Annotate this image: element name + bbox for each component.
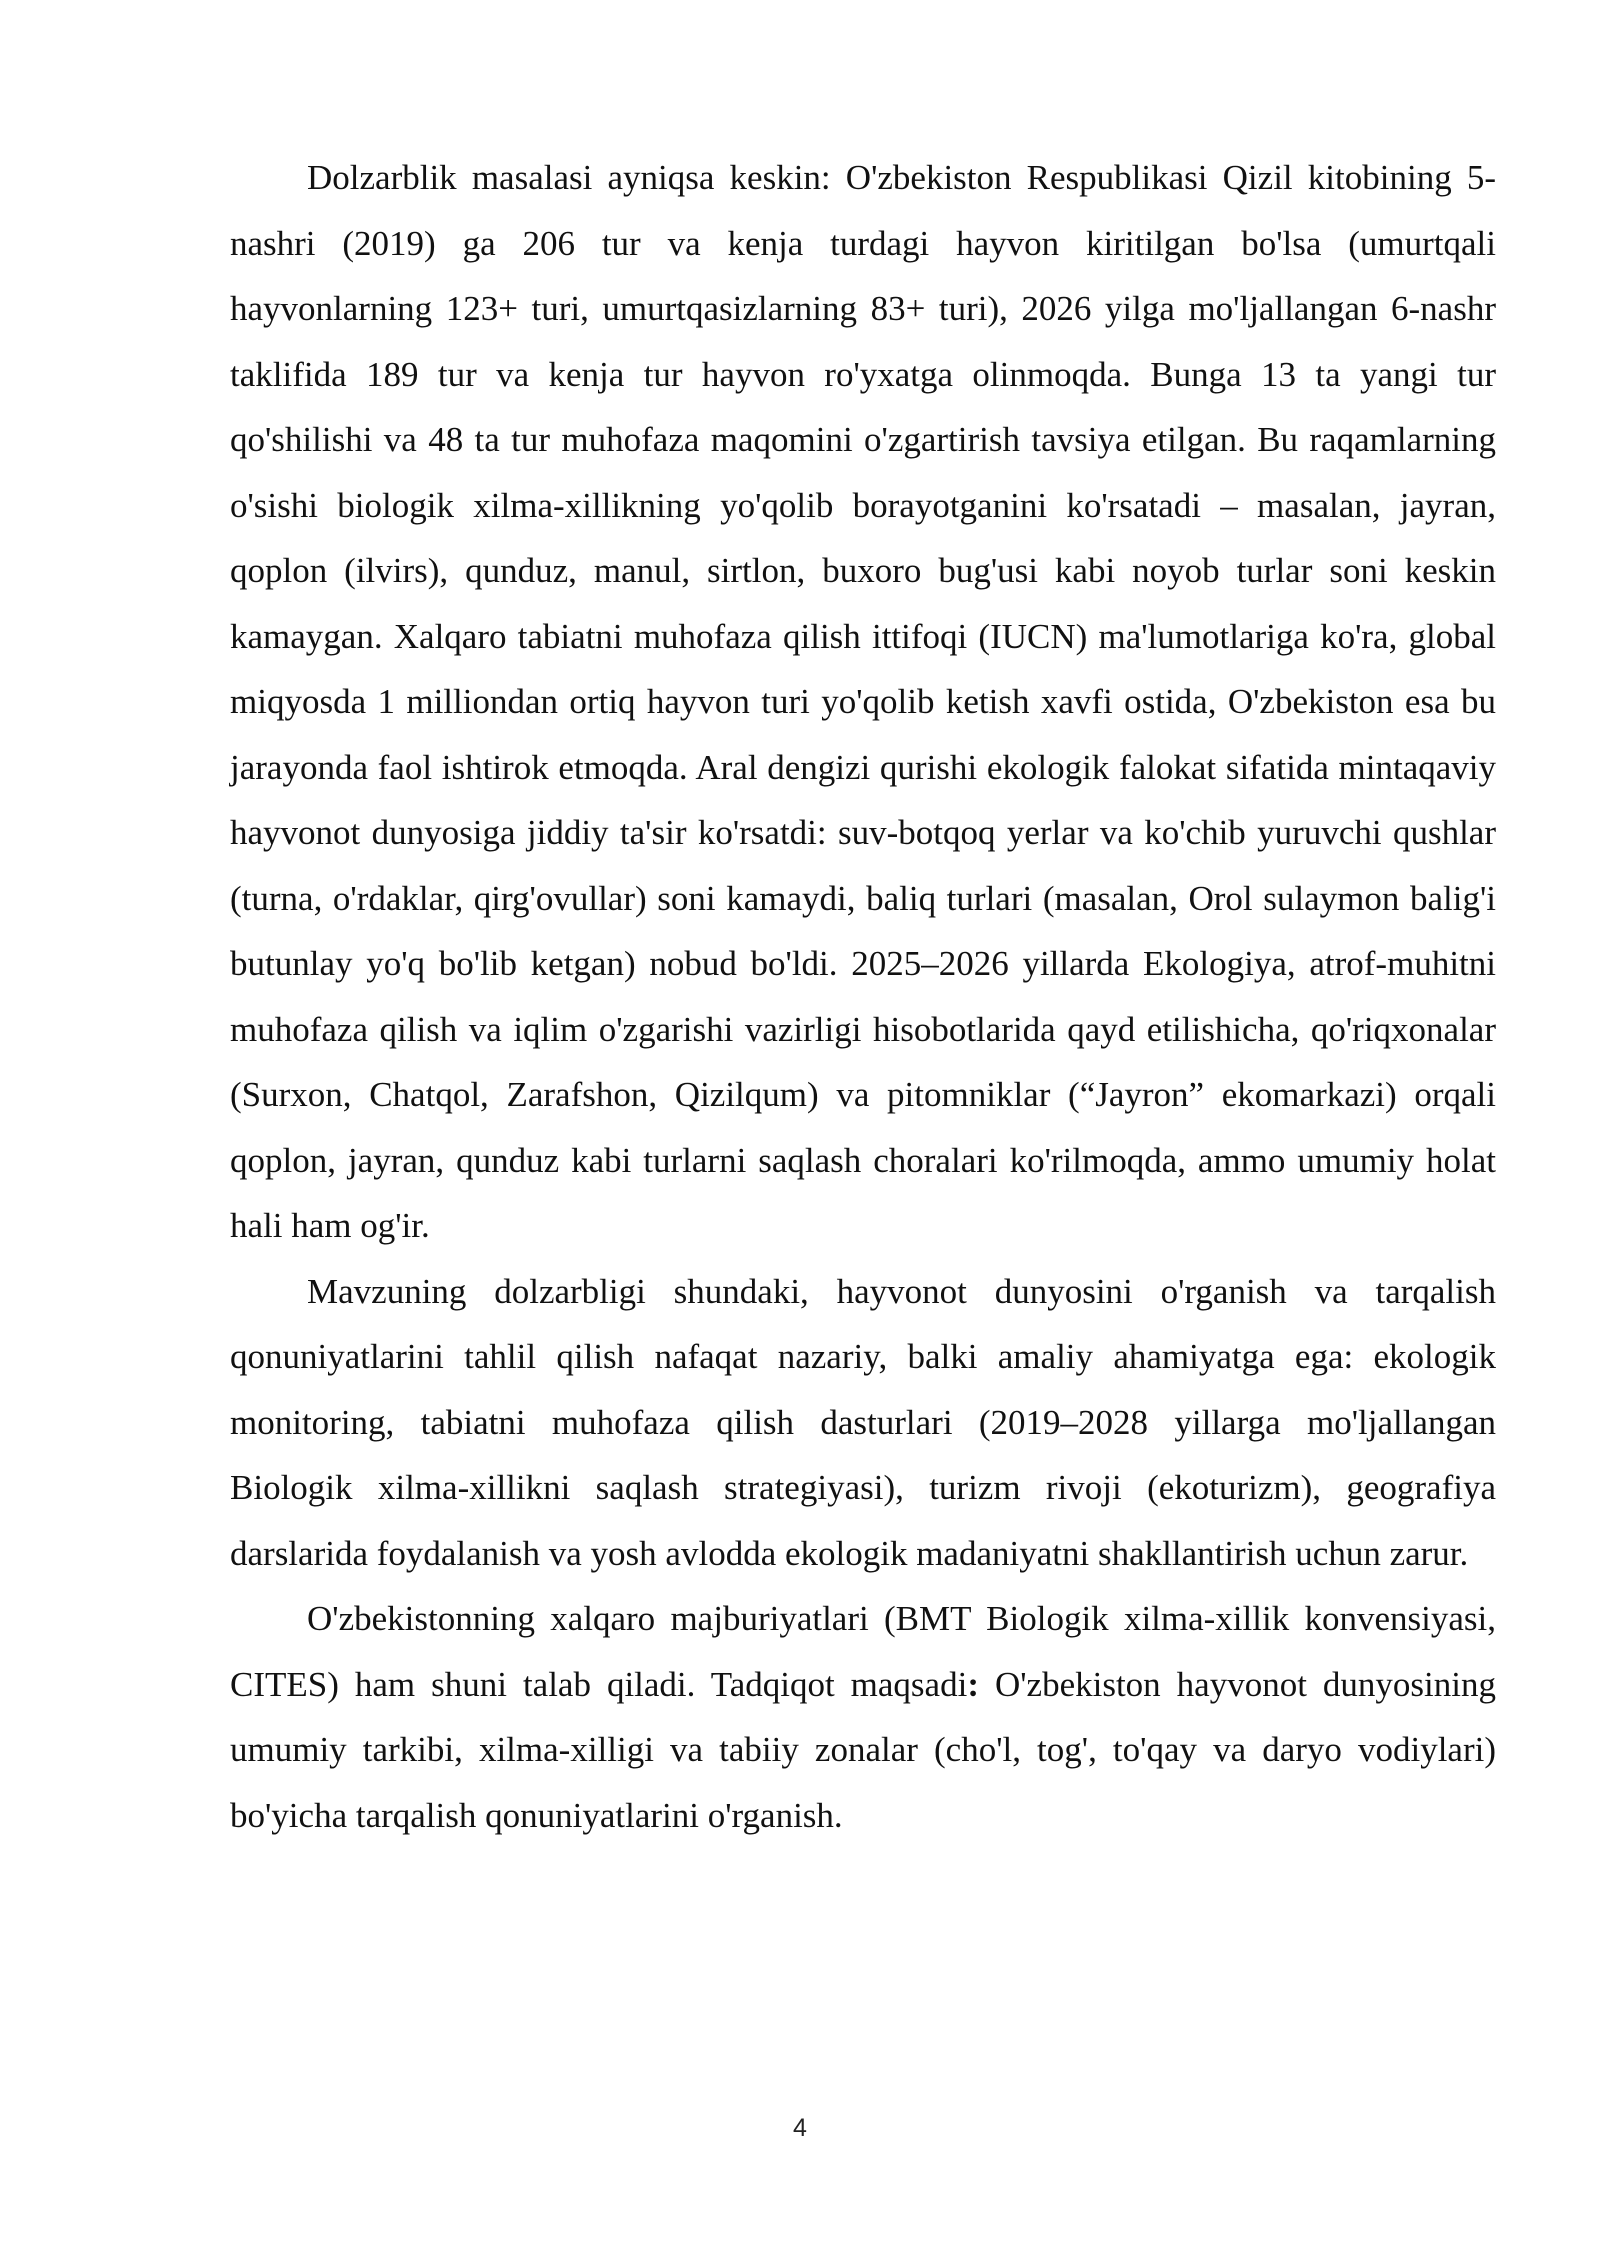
body-text: [230, 145, 1496, 1848]
paragraph-research-goal: [230, 1586, 1496, 1848]
page-number: 4: [793, 2114, 807, 2142]
paragraph-topic-relevance: Mavzuning dolzarbligi shundaki, hayvonot dunyosini o'rganish va tarqalish qonuniyatlarini tahlil qilish nafaqat nazariy, balki amaliy ahamiyatga ega: ekologik monitoring, tabiatni muhofaza qilish dasturlari (2019–2028 yillarga mo'ljallangan Biologik xilma-xillikni saqlash strategiyasi), turizm rivoji (ekoturizm), geografiya darslarida foydalanish va yosh avlodda ekologik madaniyatni shakllantirish uchun zarur.: [230, 1271, 1496, 1573]
research-goal-text-end: O'zbekiston hayvonot dunyosining umumiy tarkibi, xilma-xilligi va tabiiy zonalar (cho'l, tog', to'qay va daryo vodiylari) bo'yicha tarqalish qonuniyatlarini o'rganish.: [230, 1664, 1496, 1835]
research-goal-colon: :: [967, 1664, 979, 1704]
research-goal-text-start: O'zbekistonning xalqaro majburiyatlari (BMT Biologik xilma-xillik konvensiyasi, CITES) ham shuni talab qiladi. Tadqiqot maqsadi: [230, 1599, 1496, 1704]
paragraph-red-book-relevance: Dolzarblik masalasi ayniqsa keskin: O'zbekiston Respublikasi Qizil kitobining 5-nashri (2019) ga 206 tur va kenja turdagi hayvon kiritilgan bo'lsa (umurtqali hayvonlarning 123+ turi, umurtqasizlarning 83+ turi), 2026 yilga mo'ljallangan 6-nashr taklifida 189 tur va kenja tur hayvon ro'yxatga olinmoqda. Bunga 13 ta yangi tur qo'shilishi va 48 ta tur muhofaza maqomini o'zgartirish tavsiya etilgan. Bu raqamlarning o'sishi biologik xilma-xillikning yo'qolib borayotganini ko'rsatadi – masalan, jayran, qoplon (ilvirs), qunduz, manul, sirtlon, buxoro bug'usi kabi noyob turlar soni keskin kamaygan. Xalqaro tabiatni muhofaza qilish ittifoqi (IUCN) ma'lumotlariga ko'ra, global miqyosda 1 milliondan ortiq hayvon turi yo'qolib ketish xavfi ostida, O'zbekiston esa bu jarayonda faol ishtirok etmoqda. Aral dengizi qurishi ekologik falokat sifatida mintaqaviy hayvonot dunyosiga jiddiy ta'sir ko'rsatdi: suv-botqoq yerlar va ko'chib yuruvchi qushlar (turna, o'rdaklar, qirg'ovullar) soni kamaydi, baliq turlari (masalan, Orol sulaymon balig'i butunlay yo'q bo'lib ketgan) nobud bo'ldi. 2025–2026 yillarda Ekologiya, atrof-muhitni muhofaza qilish va iqlim o'zgarishi vazirligi hisobotlarida qayd etilishicha, qo'riqxonalar (Surxon, Chatqol, Zarafshon, Qizilqum) va pitomniklar (“Jayron” ekomarkazi) orqali qoplon, jayran, qunduz kabi turlarni saqlash choralari ko'rilmoqda, ammo umumiy holat hali ham og'ir.: [230, 158, 1496, 1245]
